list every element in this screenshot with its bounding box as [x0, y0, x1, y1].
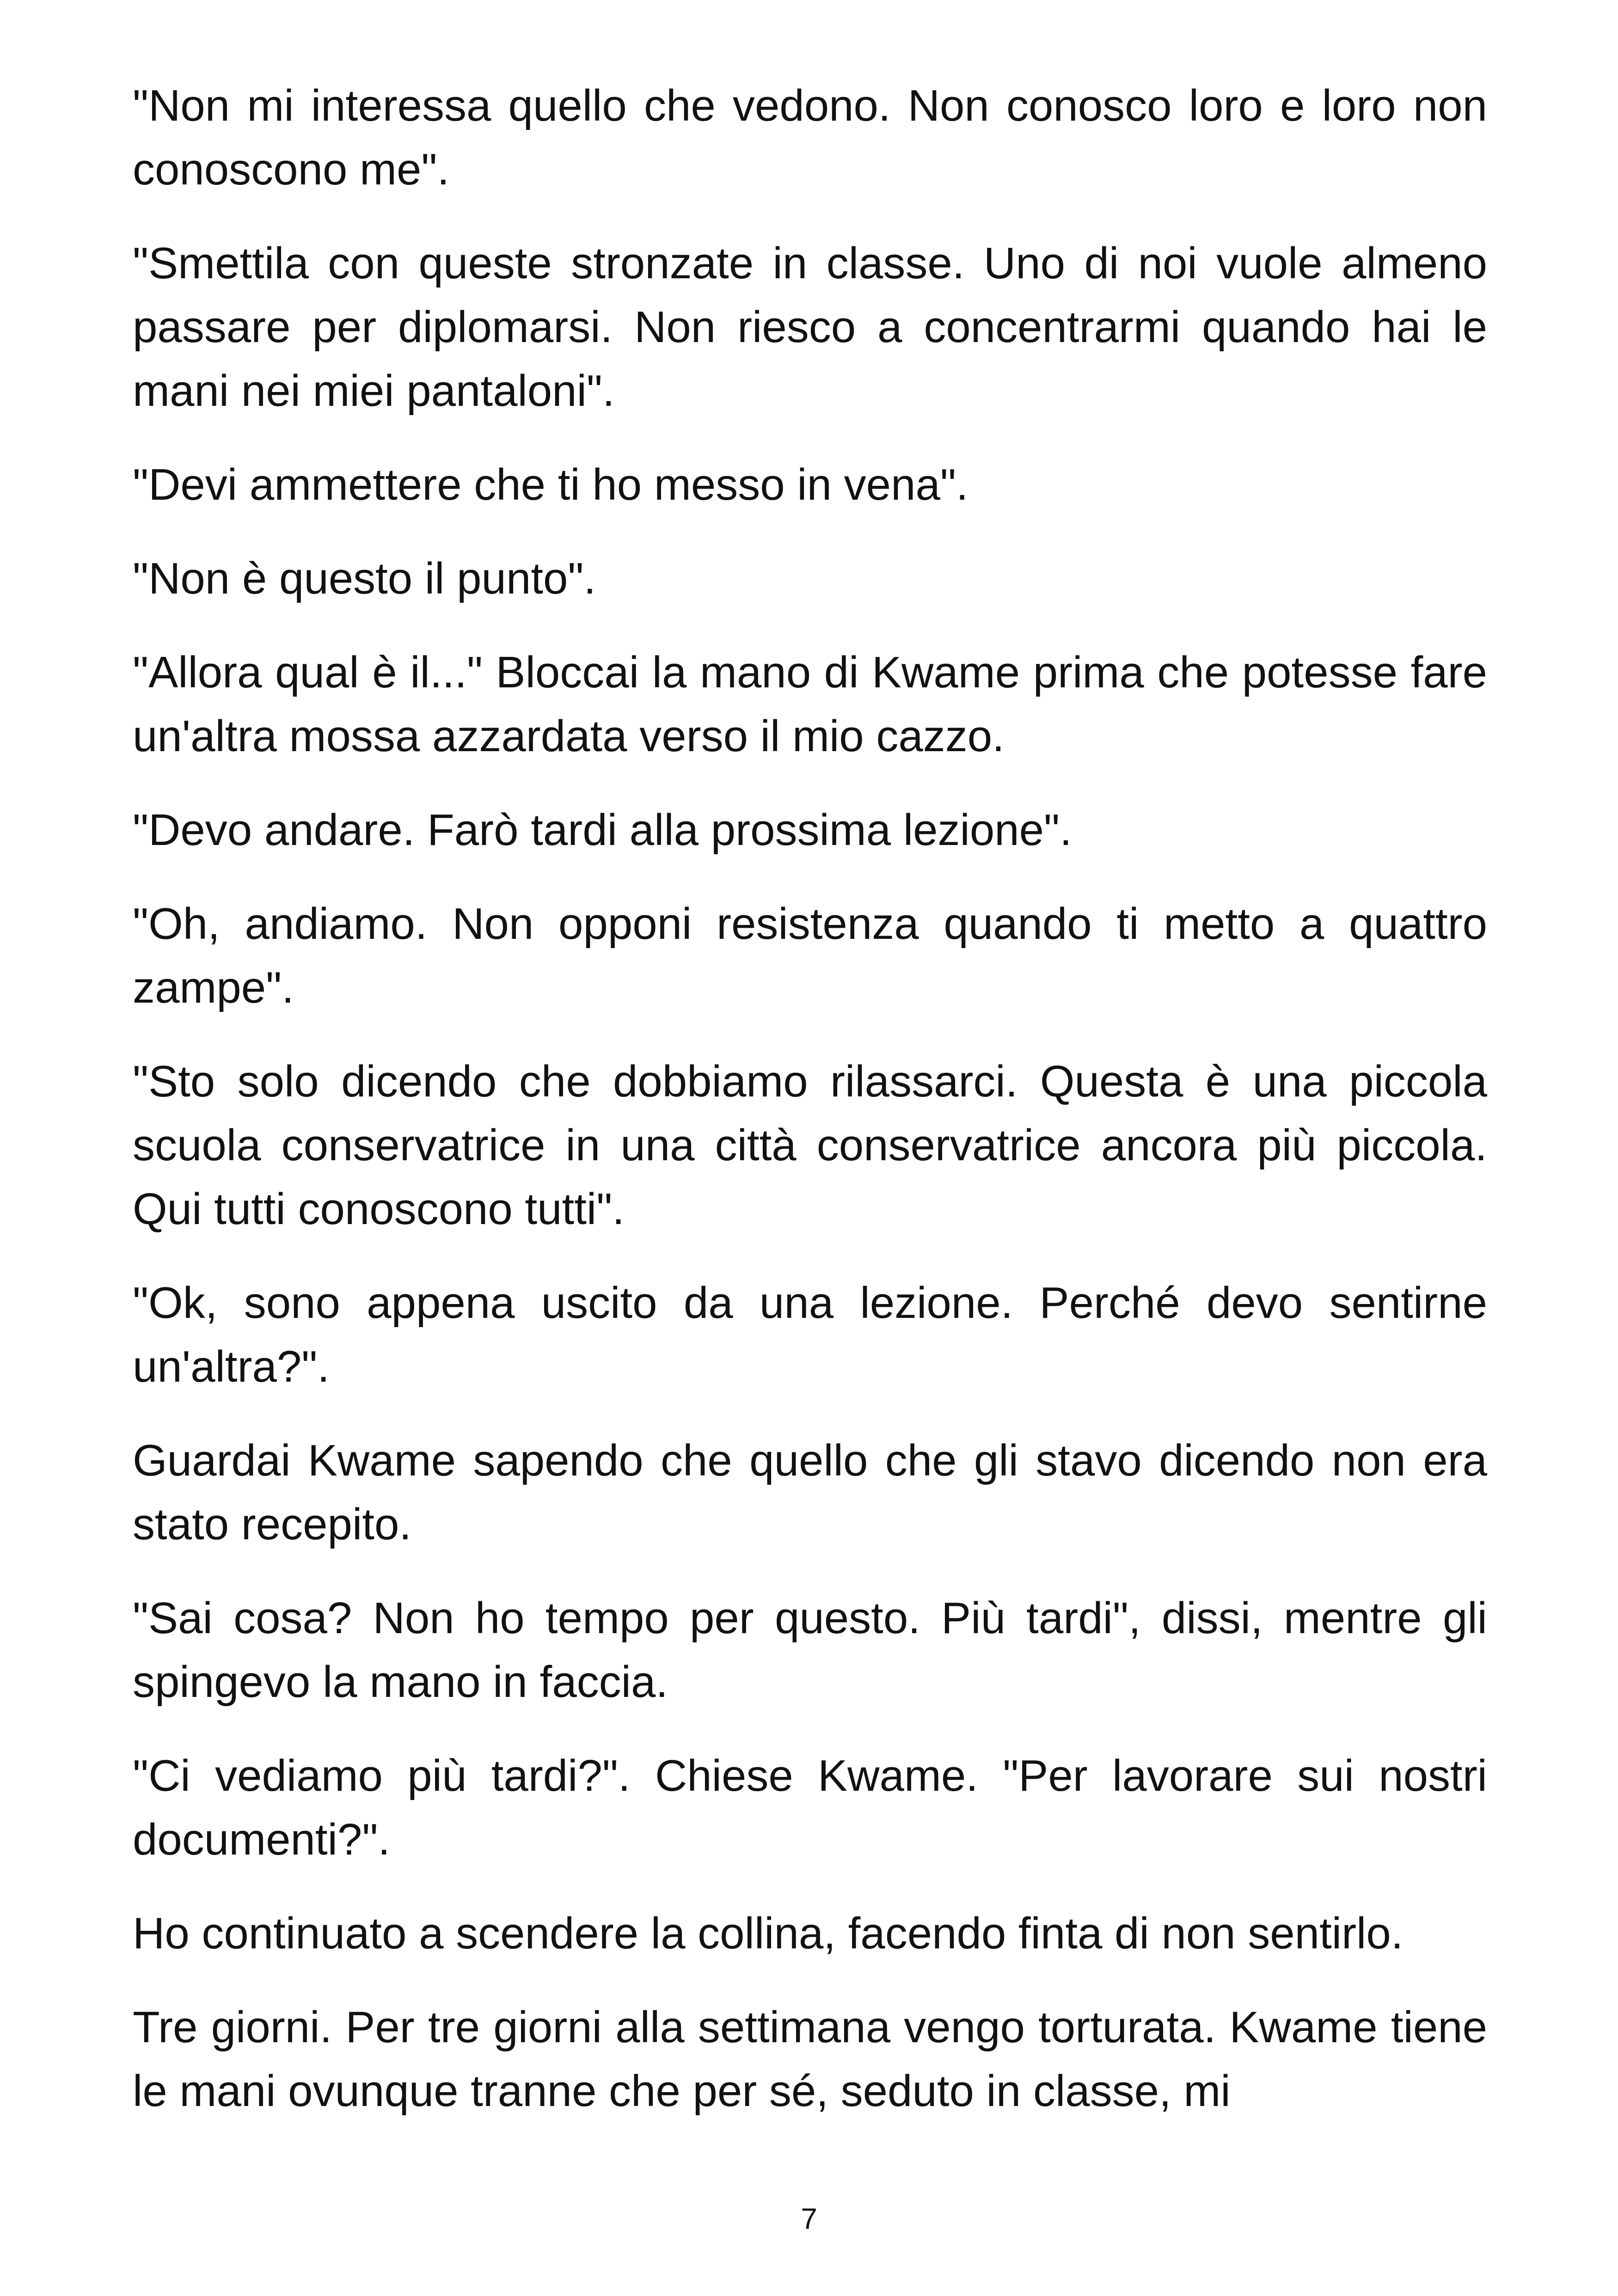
paragraph-3: "Devi ammettere che ti ho messo in vena".	[133, 460, 968, 509]
paragraph-8: "Sto solo dicendo che dobbiamo rilassarci. Questa è una piccola scuola conservatrice in una città conservatrice ancora più piccola. Qui tutti conoscono tutti".	[133, 1057, 1487, 1234]
paragraph-10: Guardai Kwame sapendo che quello che gli stavo dicendo non era stato recepito.	[133, 1436, 1487, 1549]
paragraph-14: Tre giorni. Per tre giorni alla settimana vengo torturata. Kwame tiene le mani ovunque tranne che per sé, seduto in classe, mi	[133, 2002, 1487, 2116]
paragraph-11: "Sai cosa? Non ho tempo per questo. Più tardi", dissi, mentre gli spingevo la mano in faccia.	[133, 1593, 1487, 1707]
paragraph-4: "Non è questo il punto".	[133, 554, 596, 603]
text-body	[133, 74, 1487, 2153]
paragraph-1: "Non mi interessa quello che vedono. Non conosco loro e loro non conoscono me".	[133, 81, 1487, 194]
paragraph-9: "Ok, sono appena uscito da una lezione. Perché devo sentirne un'altra?".	[133, 1278, 1487, 1391]
paragraph-5: "Allora qual è il..." Bloccai la mano di Kwame prima che potesse fare un'altra mossa azzardata verso il mio cazzo.	[133, 648, 1487, 761]
paragraph-7: "Oh, andiamo. Non opponi resistenza quando ti metto a quattro zampe".	[133, 899, 1487, 1012]
paragraph-2: "Smettila con queste stronzate in classe. Uno di noi vuole almeno passare per diplomarsi. Non riesco a concentrarmi quando hai le mani nei miei pantaloni".	[133, 239, 1487, 416]
paragraph-6: "Devo andare. Farò tardi alla prossima lezione".	[133, 805, 1072, 855]
paragraph-13: Ho continuato a scendere la collina, facendo finta di non sentirlo.	[133, 1909, 1403, 1958]
paragraph-12: "Ci vediamo più tardi?". Chiese Kwame. "Per lavorare sui nostri documenti?".	[133, 1751, 1487, 1864]
page-number: 7	[801, 2202, 817, 2235]
